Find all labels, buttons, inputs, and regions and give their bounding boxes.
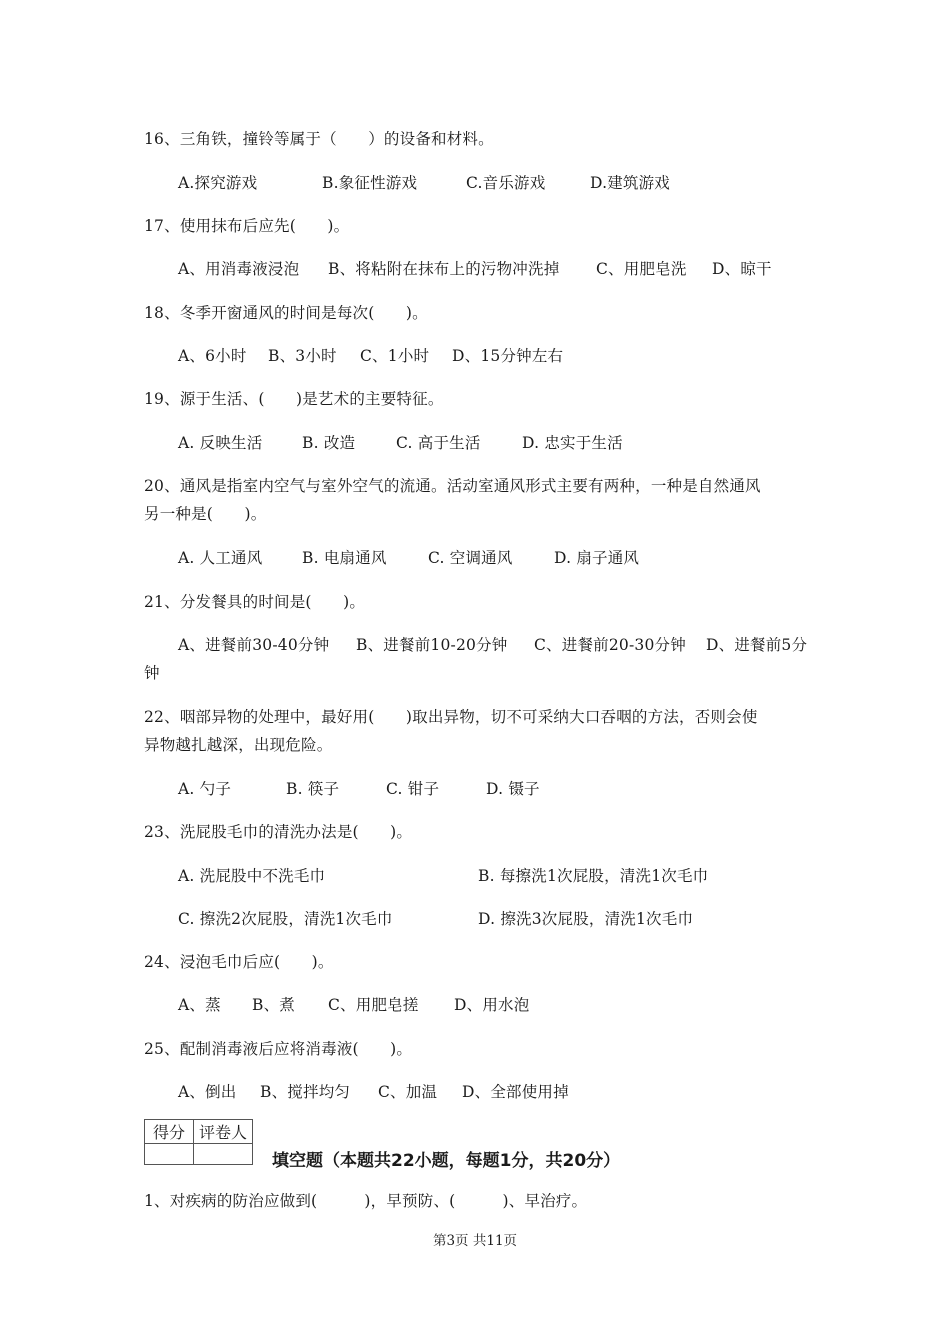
score-header: 得分	[145, 1120, 194, 1144]
question-20-option-c: C. 空调通风	[428, 549, 513, 567]
question-17-option-a: A、用消毒液浸泡	[178, 260, 300, 278]
question-22-stem-line1: 22、咽部异物的处理中，最好用( )取出异物，切不可采纳大口吞咽的方法，否则会使	[144, 708, 758, 726]
question-23-option-b: B. 每擦洗1次屁股，清洗1次毛巾	[478, 867, 709, 885]
question-16-option-c: C.音乐游戏	[466, 174, 546, 192]
question-16-option-d: D.建筑游戏	[590, 174, 671, 192]
question-22-option-a: A. 勺子	[178, 780, 232, 798]
grader-cell	[194, 1144, 253, 1165]
question-21-option-b: B、进餐前10-20分钟	[356, 636, 508, 654]
question-20-option-d: D. 扇子通风	[554, 549, 640, 567]
question-18-option-b: B、3小时	[268, 347, 337, 365]
question-21-option-d-wrap: 钟	[144, 664, 160, 682]
question-20-stem-line2: 另一种是( )。	[144, 505, 267, 523]
question-19-stem: 19、源于生活、( )是艺术的主要特征。	[144, 390, 444, 408]
question-24-option-c: C、用肥皂搓	[328, 996, 419, 1014]
question-24-option-b: B、煮	[252, 996, 295, 1014]
question-20-option-b: B. 电扇通风	[302, 549, 387, 567]
question-18-option-c: C、1小时	[360, 347, 430, 365]
question-23-option-d: D. 擦洗3次屁股，清洗1次毛巾	[478, 910, 694, 928]
question-23-stem: 23、洗屁股毛巾的清洗办法是( )。	[144, 823, 413, 841]
question-21-option-c: C、进餐前20-30分钟	[534, 636, 686, 654]
question-16-option-b: B.象征性游戏	[322, 174, 418, 192]
question-21-stem: 21、分发餐具的时间是( )。	[144, 593, 366, 611]
question-17-option-c: C、用肥皂洗	[596, 260, 687, 278]
question-25-stem: 25、配制消毒液后应将消毒液( )。	[144, 1040, 413, 1058]
question-18-stem: 18、冬季开窗通风的时间是每次( )。	[144, 304, 428, 322]
section-title: 填空题（本题共22小题，每题1分，共20分）	[272, 1151, 621, 1171]
question-21-option-d: D、进餐前5分	[706, 636, 808, 654]
question-22-option-c: C. 钳子	[386, 780, 440, 798]
question-25-option-b: B、搅拌均匀	[260, 1083, 351, 1101]
page-footer: 第3页 共11页	[432, 1233, 518, 1249]
question-19-option-d: D. 忠实于生活	[522, 434, 623, 452]
question-25-option-d: D、全部使用掉	[462, 1083, 569, 1101]
question-21-option-a: A、进餐前30-40分钟	[178, 636, 330, 654]
question-20-stem-line1: 20、通风是指室内空气与室外空气的流通。活动室通风形式主要有两种，一种是自然通风	[144, 477, 761, 495]
question-22-stem-line2: 异物越扎越深，出现危险。	[144, 736, 333, 754]
question-19-option-c: C. 高于生活	[396, 434, 481, 452]
question-18-option-d: D、15分钟左右	[452, 347, 564, 365]
question-25-option-c: C、加温	[378, 1083, 438, 1101]
question-24-option-a: A、蒸	[178, 996, 221, 1014]
score-table	[144, 1119, 253, 1165]
question-23-option-a: A. 洗屁股中不洗毛巾	[178, 867, 326, 885]
grader-header: 评卷人	[194, 1120, 253, 1144]
fill-blank-question-1: 1、对疾病的防治应做到( )，早预防、( )、早治疗。	[144, 1192, 588, 1210]
question-24-option-d: D、用水泡	[454, 996, 530, 1014]
question-17-option-d: D、晾干	[712, 260, 772, 278]
question-24-stem: 24、浸泡毛巾后应( )。	[144, 953, 334, 971]
question-18-option-a: A、6小时	[178, 347, 247, 365]
question-20-option-a: A. 人工通风	[178, 549, 263, 567]
question-17-option-b: B、将粘附在抹布上的污物冲洗掉	[328, 260, 560, 278]
question-22-option-d: D. 镊子	[486, 780, 540, 798]
question-17-stem: 17、使用抹布后应先( )。	[144, 217, 350, 235]
question-19-option-b: B. 改造	[302, 434, 356, 452]
score-cell	[145, 1144, 194, 1165]
question-23-option-c: C. 擦洗2次屁股，清洗1次毛巾	[178, 910, 393, 928]
question-16-option-a: A.探究游戏	[178, 174, 258, 192]
question-25-option-a: A、倒出	[178, 1083, 237, 1101]
question-19-option-a: A. 反映生活	[178, 434, 263, 452]
question-16-stem: 16、三角铁，撞铃等属于（ ）的设备和材料。	[144, 130, 494, 148]
question-22-option-b: B. 筷子	[286, 780, 340, 798]
